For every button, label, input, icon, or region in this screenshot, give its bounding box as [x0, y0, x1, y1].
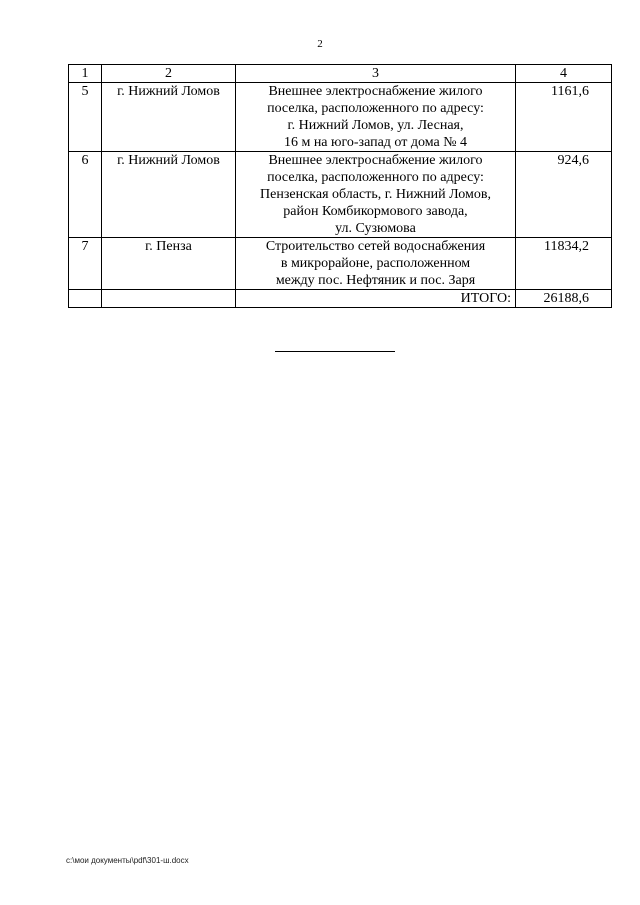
separator-line: [275, 351, 395, 352]
description-line: Внешнее электроснабжение жилого: [268, 153, 483, 168]
table-row: [69, 238, 612, 290]
budget-table: [68, 64, 612, 308]
empty-cell: [69, 290, 102, 308]
description-line: г. Нижний Ломов, ул. Лесная,: [287, 118, 464, 133]
description-line: Внешнее электроснабжение жилого: [268, 84, 483, 99]
row-description: [236, 152, 516, 238]
row-number: 6: [69, 152, 102, 238]
description-line: район Комбикормового завода,: [283, 204, 468, 219]
row-value: 1161,6: [516, 83, 612, 152]
description-line: поселка, расположенного по адресу:: [267, 101, 484, 116]
row-description: [236, 83, 516, 152]
description-line: 16 м на юго-запад от дома № 4: [283, 135, 468, 150]
row-location: г. Пенза: [102, 238, 236, 290]
column-header: 4: [516, 65, 612, 83]
description-line: Пензенская область, г. Нижний Ломов,: [260, 187, 491, 202]
description-line: в микрорайоне, расположенном: [280, 256, 471, 271]
empty-cell: [102, 290, 236, 308]
description-line: ул. Сузюмова: [335, 221, 416, 236]
row-number: 5: [69, 83, 102, 152]
page-number: 2: [317, 38, 323, 50]
description-line: поселка, расположенного по адресу:: [267, 170, 484, 185]
total-row: [69, 290, 612, 308]
description-line: Строительство сетей водоснабжения: [265, 239, 486, 254]
row-value: 11834,2: [516, 238, 612, 290]
row-value: 924,6: [516, 152, 612, 238]
total-label: ИТОГО:: [236, 290, 516, 308]
row-location: г. Нижний Ломов: [102, 83, 236, 152]
row-description: [236, 238, 516, 290]
table-row: [69, 152, 612, 238]
table-header-row: [69, 65, 612, 83]
column-header: 1: [69, 65, 102, 83]
column-header: 3: [236, 65, 516, 83]
column-header: 2: [102, 65, 236, 83]
footer-file-path: c:\мои документы\pdf\301-ш.docx: [66, 856, 189, 865]
total-value: 26188,6: [516, 290, 612, 308]
row-location: г. Нижний Ломов: [102, 152, 236, 238]
table-row: [69, 83, 612, 152]
description-line: между пос. Нефтяник и пос. Заря: [275, 273, 476, 288]
row-number: 7: [69, 238, 102, 290]
